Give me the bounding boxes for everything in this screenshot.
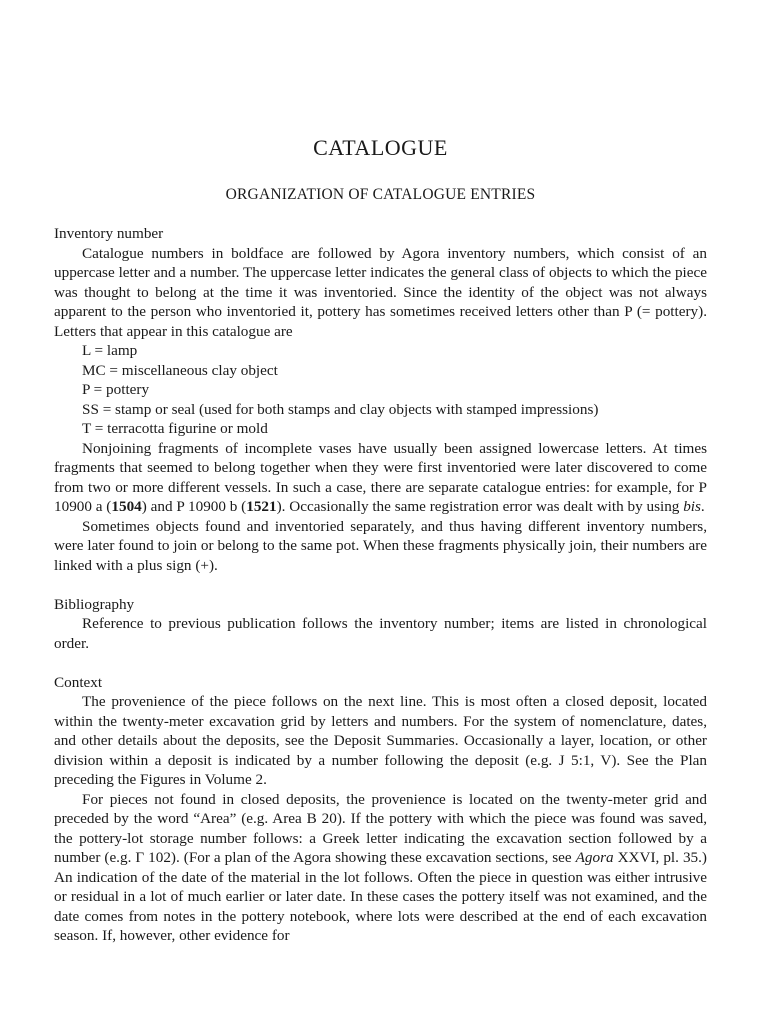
inventory-paragraph-2 (54, 439, 707, 517)
abbreviation-item: L = lamp (82, 342, 138, 359)
document-body (54, 224, 707, 946)
text-run: ). Occasionally the same registration error was dealt with by using (276, 498, 684, 515)
inventory-section (54, 224, 707, 575)
abbreviation-list (54, 341, 707, 439)
text-run: Nonjoining fragments of incomplete vases have usually been assigned lowercase letters. At times fragments that seemed to belong together when they were first inventoried were later discovered to come from two or more different vessels. In such a case, there are separate catalogue entries: for example, for P 10900 a ( (54, 439, 707, 515)
bibliography-section (54, 595, 707, 654)
text-run: For pieces not found in closed deposits, the provenience is located on the twenty-meter grid and preceded by the word “Area” (e.g. Area B 20). If the pottery with which the piece was found was saved, the pottery-lot storage number follows: a Greek letter indicating the excavation section followed by a number (e.g. Γ 102). (For a plan of the Agora showing these excavation sections, see (54, 790, 707, 866)
bibliography-heading: Bibliography (54, 595, 135, 613)
inventory-heading: Inventory number (54, 225, 164, 242)
inventory-paragraph-3: Sometimes objects found and inventoried separately, and thus having different inventory numbers, were later found to join or belong to the same pot. When these fragments physically join, their numbers are linked with a plus sign (+). (54, 517, 707, 574)
italic-term: bis (683, 498, 701, 515)
catalogue-number: 1521 (246, 498, 277, 515)
inventory-paragraph-1: Catalogue numbers in boldface are followed by Agora inventory numbers, which consist of an uppercase letter and a number. The uppercase letter indicates the general class of objects to which the piece was thought to belong at the time it was inventoried. Since the identity of the object was not always apparent to the person who inventoried it, pottery has sometimes received letters other than P (= pottery). Letters that appear in this catalogue are (54, 244, 707, 340)
context-heading: Context (54, 673, 103, 691)
context-section (54, 673, 707, 946)
page-title: CATALOGUE (313, 135, 448, 160)
bibliography-paragraph: Reference to previous publication follows the inventory number; items are listed in chronological order. (54, 615, 707, 652)
abbreviation-item: T = terracotta figurine or mold (82, 420, 268, 437)
abbreviation-item: MC = miscellaneous clay object (82, 361, 278, 379)
catalogue-number: 1504 (111, 498, 142, 515)
section-title: ORGANIZATION OF CATALOGUE ENTRIES (225, 186, 536, 203)
text-run: ) and P 10900 b ( (141, 498, 247, 515)
abbreviation-item: P = pottery (82, 381, 150, 398)
text-run: XXVI, pl. 35.) An indication of the date of the material in the lot follows. Often the piece in question was either intrusive or residual in a lot of much earlier or later date. In these cases the pottery itself was not examined, and the date comes from notes in the pottery notebook, where lots were described at the end of each excavation season. If, however, other evidence for (54, 849, 707, 944)
text-run: . (700, 498, 705, 515)
context-paragraph-2 (54, 790, 707, 946)
abbreviation-item: SS = stamp or seal (used for both stamps and clay objects with stamped impressions) (82, 400, 599, 418)
italic-term: Agora (575, 849, 614, 866)
context-paragraph-1: The provenience of the piece follows on the next line. This is most often a closed deposit, located within the twenty-meter excavation grid by letters and numbers. For the system of nomenclature, dates, and other details about the deposits, see the Deposit Summaries. Occasionally a layer, location, or other division within a deposit is indicated by a number following the deposit (e.g. J 5:1, V). See the Plan preceding the Figures in Volume 2. (54, 693, 707, 788)
